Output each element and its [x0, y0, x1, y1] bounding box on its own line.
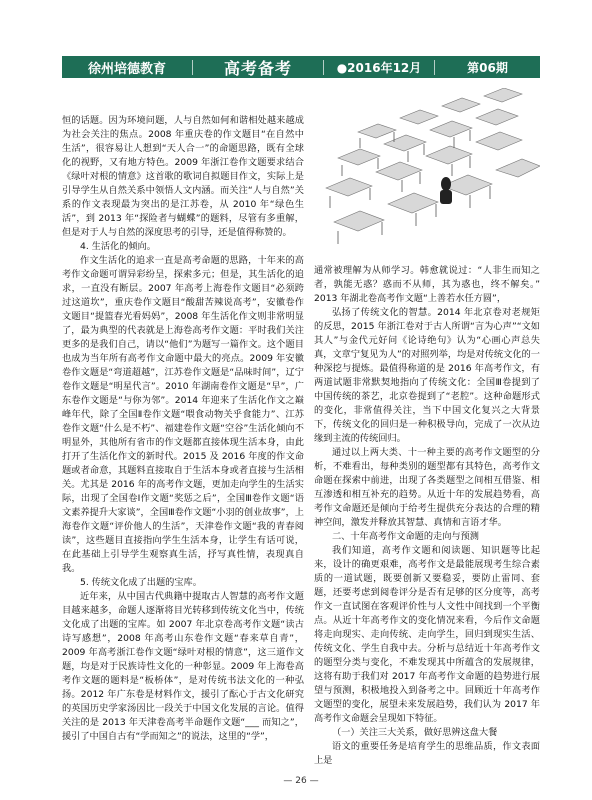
- subheading: 4. 生活化的倾向。: [80, 241, 156, 252]
- section-title: 高考备考: [223, 58, 292, 78]
- issue-date: ●2016年12月: [336, 60, 422, 75]
- right-column: [314, 264, 540, 766]
- header-bar: [62, 56, 540, 78]
- page-number: — 26 —: [283, 776, 319, 786]
- classroom-illustration: [318, 88, 540, 260]
- paragraph: 通过以上两大类、十一种主要的高考作文题型的分析，不难看出，每种类别的题型都有其特色，高考作文命题在探索中前进，出现了各类题型之间相互借鉴、相互渗透和相互补充的趋势。从近十年的发展趋势看，高考作文命题还是倾向于给考生提供充分表达的合理的精神空间，激发并释放其智慧、真情和言语才华。: [314, 447, 540, 528]
- paragraph: 作文生活化的追求一直是高考命题的思路，十年来的高考作文命题可谓异彩纷呈，探索多元；但是，其生活化的追求，一直没有断层。2007 年高考上海卷作文题目“必须跨过这道坎”，重庆卷作文题目“酸甜苦辣说高考”，安徽卷作文题目“提篮春光看妈妈”，2008 年生活化作文则非常明显了，最为典型的代表就是上海卷高考作文题：平时我们关注更多的是我们自己，请以“他们”为题写一篇作文。这个题目也成为当年所有高考作文命题中最大的亮点。2009 年安徽卷作文题是“弯道超越”，江苏卷作文题是“品味时间”，辽宁卷作文题是“明星代言”。2010 年湖南卷作文题是“早”，广东卷作文题是“与你为邻”。2014 年迎来了生活化作文之巅峰年代，除了全国Ⅱ卷作文题“喂食动物关乎食能力”、江苏卷作文题“什么是不朽”、福建卷作文题“空谷”生活化倾向不明显外，其他所有省市的作文题都直接体现生活本身，由此打开了生活化作文的新时代。2015 及 2016 年度的作文命题或者命意，其题料直接取自于生活本身或者直接与生活相关。尤其是 2016 年的高考作文题，更加走向学生的生活实际，出现了全国卷Ⅰ作文题“奖惩之后”，全国Ⅲ卷作文题“语文素养提升大家谈”，全国Ⅲ卷作文题“小羽的创业故事”，上海卷作文题“评价他人的生活”，天津卷作文题“我的青春阅读”，这些题目直接指向学生生活本身，让学生有话可说，在此基础上引导学生观察真生活，抒写真性情，表现真自我。: [62, 255, 304, 574]
- subheading: （一）关注三大关系，做好思辨这盘大餐: [332, 727, 498, 738]
- paragraph: 弘扬了传统文化的智慧。2014 年北京卷对老规矩的反思，2015 年浙江卷对于古人所谓“言为心声”“文如其人”与金代元好问《论诗绝句》认为“心画心声总失真，文章宁复见为人”的对照列举，均是对传统文化的一种深挖与提炼。最值得称道的是 2016 年高考作文，有两道试题非常默契地指向了传统文化：全国Ⅲ卷提到了中国传统的茶艺，北京卷提到了“老腔”。这种命题形式的变化，非常值得关注，当下中国文化复兴之大背景下，传统文化的回归是一种积极导向，完成了一次从边缘到主流的传统回归。: [314, 307, 540, 444]
- desks-illustration: [318, 88, 540, 260]
- paragraph: 我们知道，高考作文题和阅读题、知识题等比起来，设计的确更艰难，高考作文是最能展现考生综合素质的一道试题，既要创新又要稳妥，要防止雷同、套题，还要考虑到阅卷评分是否有足够的区分度等，高考作文一直试图在客观评价性与人文性中间找到一个平衡点。从近十年高考作文的变化情况来看，今后作文命题将走向现实、走向传统、走向学生，回归到现实生活、传统文化、学生自我中去。分析与总结近十年高考作文的题型分类与变化，不难发现其中所蕴含的发展规律，这将有助于我们对 2017 年高考作文命题的趋势进行展望与预测，积极地投入到备考之中。回顾近十年高考作文题型的变化，展望未来发展趋势，我们认为 2017 年高考作文命题会呈现如下特征。: [314, 545, 540, 724]
- paragraph: 近年来，从中国古代典籍中提取古人智慧的高考作文题目越来越多，命题人逐渐将目光转移到传统文化当中，传统文化成了出题的宝库。如 2007 年北京卷高考作文题“读古诗写感想”，2008 年高考山东卷作文题“春来草自青”，2009 年高考浙江卷作文题“绿叶对根的情意”，这三道作文题，均是对于民族诗性文化的一种彰显。2009 年上海卷高考作文题的题料是“板桥体”，是对传统书法文化的一种弘扬。2012 年广东卷是材料作文，援引了酝心于古文化研究的英国历史学家汤因比一段关于中国文化发展的言论。值得关注的是 2013 年天津卷高考半命题作文题“___ 而知之”，援引了中国自古有“学而知之”的说法，这里的“学”，: [62, 591, 304, 742]
- subheading: 5. 传统文化成了出题的宝库。: [80, 577, 202, 588]
- section-heading: 二、十年高考作文命题的走向与预测: [332, 531, 479, 542]
- paragraph: 通常被理解为从师学习。韩愈就说过：“人非生而知之者，孰能无惑？惑而不从师，其为惑也，终不解矣。” 2013 年湖北卷高考作文题“上善若水任方圆”，: [314, 265, 540, 304]
- left-column: [62, 114, 304, 782]
- paragraph: 恒的话题。因为环境问题，人与自然如何和谐相处越来越成为社会关注的焦点。2008 年重庆卷的作文题目“在自然中生活”，很容易让人想到“天人合一”的命题思路，既有全球化的视野，又有地方特色。2009 年浙江卷作文题要求结合《绿叶对根的情意》这首歌的歌词自拟题目作文，实际上是引导学生从自然关系中领悟人文内涵。而关注“人与自然”关系的作文表现最为突出的是江苏卷，从 2010 年“绿色生活”，到 2013 年“探险者与蝴蝶”的题料，尽管有多重解，但是对于人与自然的深度思考的引导，还是值得称赞的。: [62, 115, 304, 238]
- issue-number: 第06期: [467, 60, 508, 75]
- school-name: 徐州培德教育: [87, 61, 166, 77]
- paragraph: 语文的重要任务是培育学生的思维品质，作文表面上是: [314, 741, 540, 766]
